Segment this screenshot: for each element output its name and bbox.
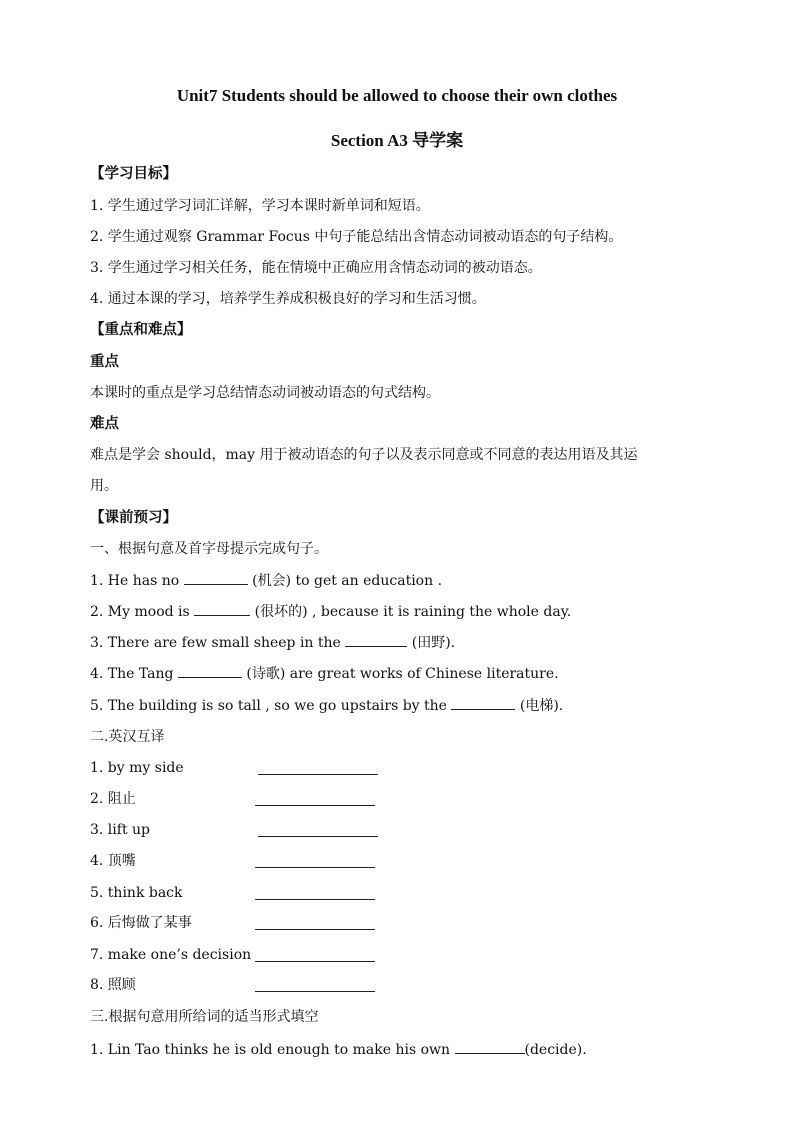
sentence-text: 4. The Tang — [90, 666, 178, 682]
sentence-text: (诗歌) are great works of Chinese literature. — [241, 666, 559, 682]
fill-sentence — [90, 663, 559, 684]
document-subtitle: Section A3 导学案 — [330, 131, 464, 150]
fill-sentence — [90, 1039, 587, 1060]
sentence-text: (decide). — [524, 1042, 587, 1058]
sentence-text: 2. My mood is — [90, 604, 195, 620]
answer-line[interactable] — [255, 961, 375, 962]
sentence-text: 1. He has no — [90, 573, 184, 589]
key-text: 本课时的重点是学习总结情态动词被动语态的句式结构。 — [90, 385, 440, 401]
part3-title: 三.根据句意用所给词的适当形式填空 — [90, 1009, 319, 1025]
sentence-text: 3. There are few small sheep in the — [90, 635, 346, 651]
answer-blank[interactable] — [345, 632, 407, 647]
fill-sentence — [90, 632, 455, 653]
objective-item: 2. 学生通过观察 Grammar Focus 中句子能总结出含情态动词被动语态的句子结构。 — [90, 229, 623, 245]
difficult-text: 难点是学会 should，may 用于被动语态的句子以及表示同意或不同意的表达用语及其运 — [90, 447, 638, 463]
answer-line[interactable] — [258, 836, 378, 837]
answer-line[interactable] — [255, 929, 375, 930]
fill-sentence — [90, 601, 571, 622]
difficult-label: 难点 — [90, 415, 119, 432]
difficult-text-continued: 用。 — [90, 478, 118, 494]
sentence-text: (电梯). — [515, 698, 564, 714]
translation-item: 2. 阻止 — [90, 791, 136, 807]
key-points-header: 【重点和难点】 — [90, 321, 192, 338]
fill-sentence — [90, 570, 442, 591]
translation-item: 4. 顶嘴 — [90, 853, 136, 869]
objective-item: 4. 通过本课的学习，培养学生养成积极良好的学习和生活习惯。 — [90, 291, 486, 307]
fill-sentence — [90, 695, 563, 716]
sentence-text: (田野). — [407, 635, 456, 651]
objective-item: 1. 学生通过学习词汇详解，学习本课时新单词和短语。 — [90, 198, 430, 214]
key-label: 重点 — [90, 353, 119, 370]
answer-line[interactable] — [255, 805, 375, 806]
answer-blank[interactable] — [451, 695, 515, 710]
translation-item: 6. 后悔做了某事 — [90, 915, 192, 931]
answer-blank[interactable] — [194, 601, 250, 616]
sentence-text: 1. Lin Tao thinks he is old enough to make his own — [90, 1042, 455, 1058]
sentence-text: (很坏的) , because it is raining the whole day. — [250, 604, 572, 620]
document-title: Unit7 Students should be allowed to choose their own clothes — [176, 86, 618, 105]
translation-item: 5. think back — [90, 885, 183, 901]
translation-item: 8. 照顾 — [90, 977, 136, 993]
part2-title: 二.英汉互译 — [90, 729, 165, 745]
sentence-text: (机会) to get an education . — [247, 573, 443, 589]
translation-item: 3. lift up — [90, 822, 150, 838]
objectives-header: 【学习目标】 — [90, 165, 177, 182]
answer-line[interactable] — [255, 991, 375, 992]
sentence-text: 5. The building is so tall , so we go upstairs by the — [90, 698, 452, 714]
answer-line[interactable] — [258, 774, 378, 775]
answer-blank[interactable] — [455, 1039, 525, 1054]
answer-line[interactable] — [255, 899, 375, 900]
translation-item: 7. make one’s decision — [90, 947, 252, 963]
objective-item: 3. 学生通过学习相关任务，能在情境中正确应用含情态动词的被动语态。 — [90, 260, 542, 276]
answer-line[interactable] — [255, 867, 375, 868]
translation-item: 1. by my side — [90, 760, 184, 776]
part1-title: 一、根据句意及首字母提示完成句子。 — [90, 541, 328, 557]
answer-blank[interactable] — [178, 663, 242, 678]
answer-blank[interactable] — [184, 570, 248, 585]
preview-header: 【课前预习】 — [90, 509, 177, 526]
